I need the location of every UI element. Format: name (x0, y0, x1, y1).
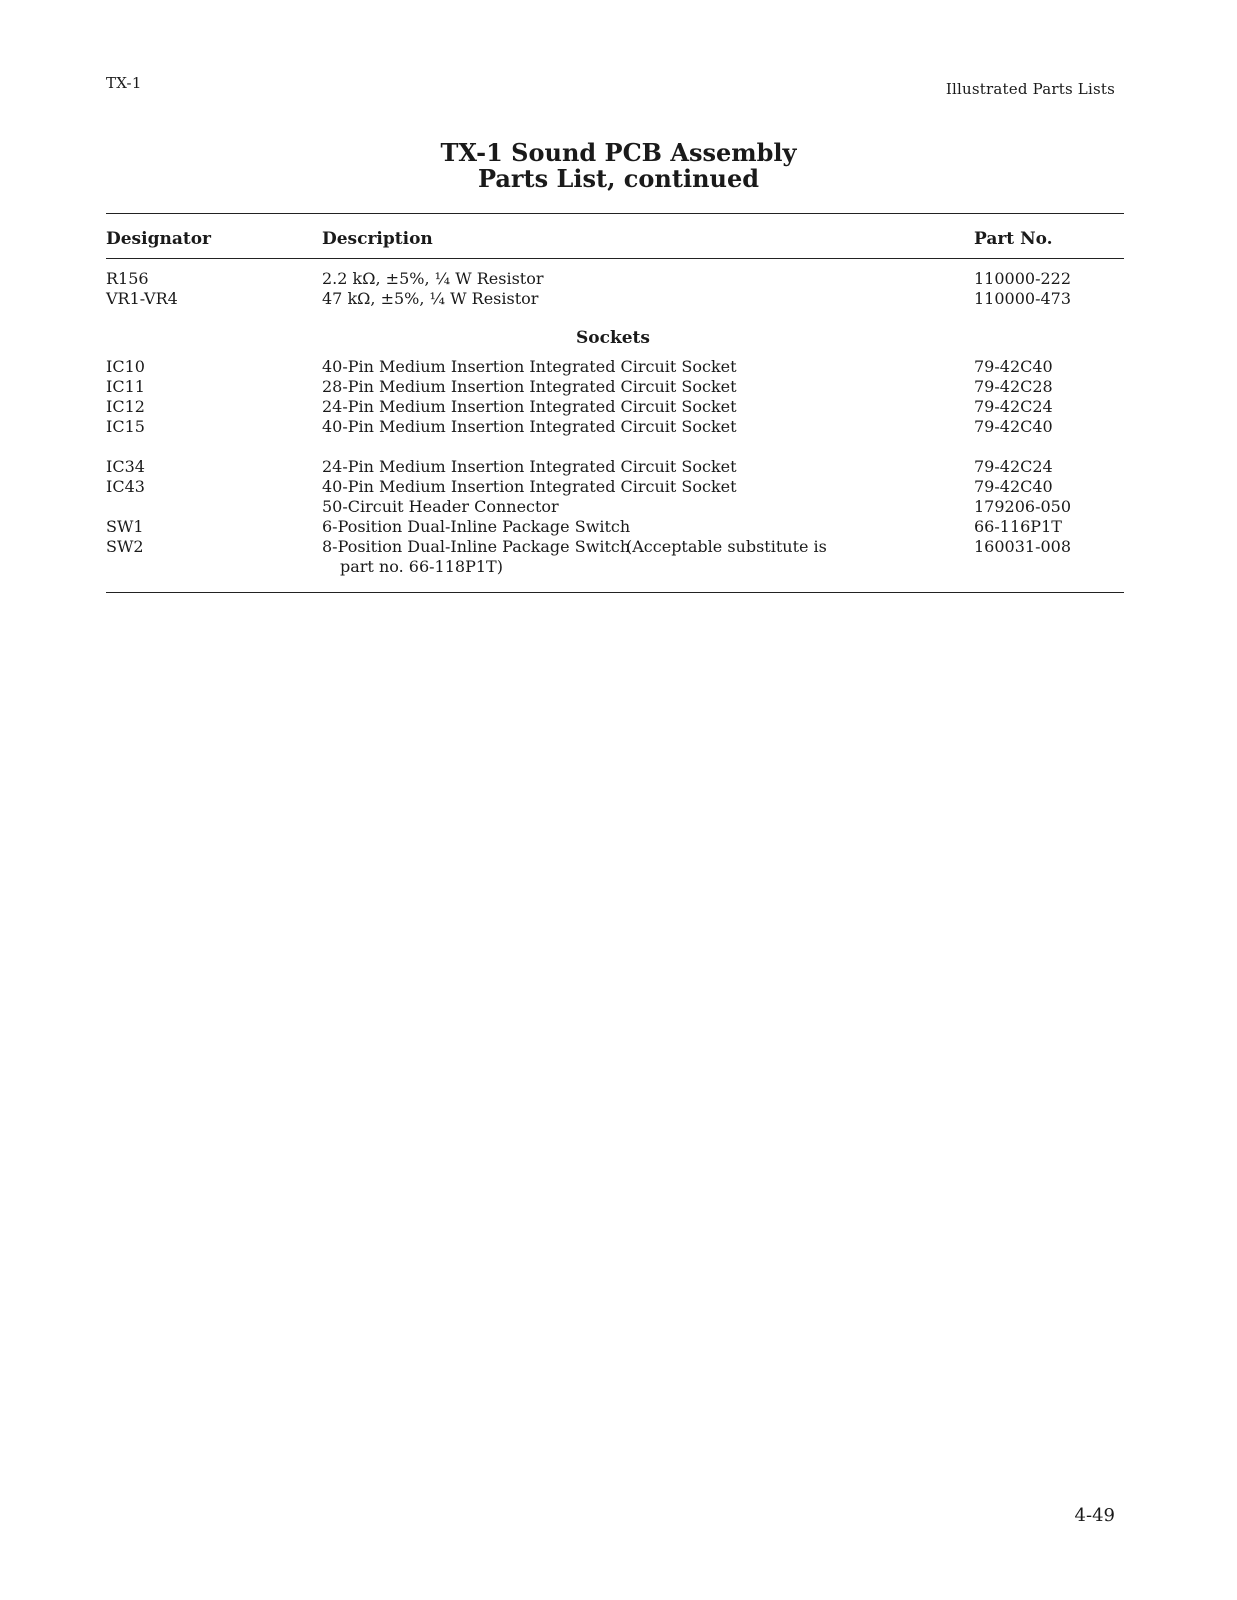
designator-cell: IC34 (106, 457, 145, 476)
table-row (0, 457, 1237, 477)
designator-cell: IC43 (106, 477, 145, 496)
designator-cell: SW1 (106, 517, 144, 536)
table-header-rule (106, 258, 1124, 259)
page-title (0, 140, 1237, 192)
part-no-cell: 160031-008 (974, 537, 1072, 556)
designator-cell: SW2 (106, 537, 144, 556)
description-cell: 40-Pin Medium Insertion Integrated Circuit Socket (322, 357, 737, 376)
title-line-1: TX-1 Sound PCB Assembly (440, 138, 797, 167)
table-row-continuation (0, 557, 1237, 577)
description-cell: 50-Circuit Header Connector (322, 497, 559, 516)
designator-cell: VR1-VR4 (106, 289, 178, 308)
part-no-cell: 110000-473 (974, 289, 1072, 308)
table-row (0, 377, 1237, 397)
description-cell: 8-Position Dual-Inline Package Switch (322, 537, 631, 556)
part-no-cell: 79-42C40 (974, 417, 1053, 436)
table-row (0, 397, 1237, 417)
substitute-note: (Acceptable substitute is (626, 537, 827, 556)
running-header-left: TX-1 (106, 74, 142, 92)
table-bottom-rule (106, 592, 1124, 593)
part-no-cell: 79-42C28 (974, 377, 1053, 396)
designator-cell: IC15 (106, 417, 145, 436)
table-row (0, 357, 1237, 377)
description-cell: 2.2 kΩ, ±5%, ¼ W Resistor (322, 269, 544, 288)
part-no-cell: 110000-222 (974, 269, 1072, 288)
table-row (0, 269, 1237, 289)
part-no-cell: 66-116P1T (974, 517, 1062, 536)
table-row (0, 537, 1237, 557)
table-row (0, 497, 1237, 517)
description-cell: 47 kΩ, ±5%, ¼ W Resistor (322, 289, 539, 308)
designator-cell: IC12 (106, 397, 145, 416)
description-cell: 40-Pin Medium Insertion Integrated Circuit Socket (322, 417, 737, 436)
description-cell: 24-Pin Medium Insertion Integrated Circuit Socket (322, 457, 737, 476)
description-cell: 40-Pin Medium Insertion Integrated Circuit Socket (322, 477, 737, 496)
substitute-note-continuation: part no. 66-118P1T) (340, 557, 503, 576)
table-row (0, 417, 1237, 437)
designator-cell: IC10 (106, 357, 145, 376)
part-no-cell: 179206-050 (974, 497, 1072, 516)
description-cell: 24-Pin Medium Insertion Integrated Circuit Socket (322, 397, 737, 416)
designator-cell: IC11 (106, 377, 145, 396)
running-header-right: Illustrated Parts Lists (945, 80, 1115, 98)
table-row (0, 289, 1237, 309)
description-cell: 28-Pin Medium Insertion Integrated Circuit Socket (322, 377, 737, 396)
part-no-cell: 79-42C24 (974, 397, 1053, 416)
part-no-cell: 79-42C40 (974, 357, 1053, 376)
designator-cell: R156 (106, 269, 149, 288)
title-line-2: Parts List, continued (477, 164, 760, 193)
column-header-designator: Designator (106, 229, 211, 249)
part-no-cell: 79-42C40 (974, 477, 1053, 496)
table-row (0, 517, 1237, 537)
column-header-part-no: Part No. (974, 229, 1053, 249)
column-header-description: Description (322, 229, 433, 249)
table-row (0, 477, 1237, 497)
table-top-rule (106, 213, 1124, 214)
part-no-cell: 79-42C24 (974, 457, 1053, 476)
description-cell: 6-Position Dual-Inline Package Switch (322, 517, 631, 536)
section-heading-sockets: Sockets (576, 328, 650, 348)
page-number: 4-49 (1074, 1505, 1115, 1526)
